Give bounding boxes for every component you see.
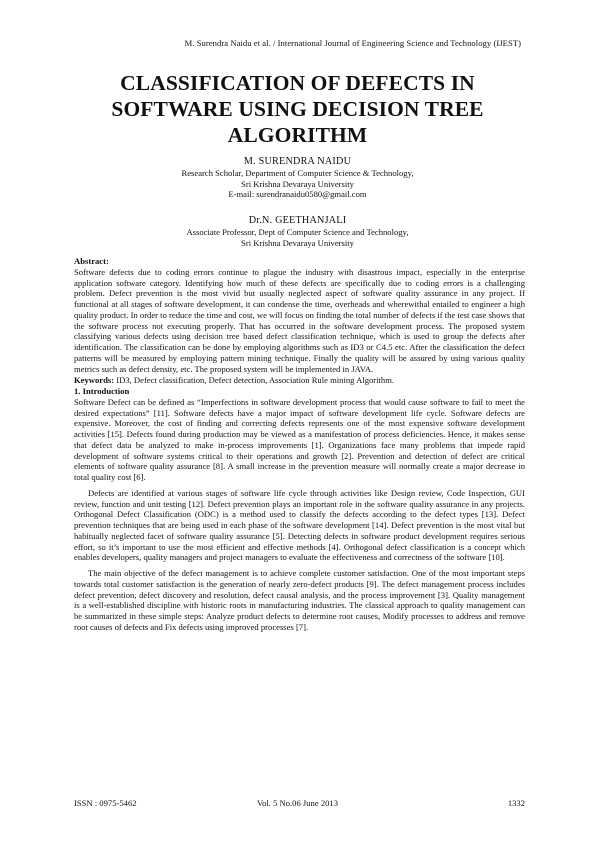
section-heading: 1. Introduction [74,386,130,396]
author-affiliation: Associate Professor, Dept of Computer Science and Technology, [186,227,409,237]
author-university: Sri Krishna Devaraya University [241,237,354,248]
paper-body [74,256,525,633]
page-number: 1332 [507,798,525,808]
author-affiliation: Research Scholar, Department of Computer Science & Technology, [181,168,414,178]
footer-volume: Vol. 5 No.06 June 2013 [257,798,339,808]
author-name: Dr.N. GEETHANJALI [248,215,347,226]
paper-title [0,70,595,148]
keywords [74,375,525,386]
footer-issn: ISSN : 0975-5462 [74,798,137,808]
abstract-text: Software defects due to coding errors continue to plague the industry with disastrous impact, especially in the enterprise application software category. Identifying how much of these defects are specifically due to coding errors is a challenging problem. Defect prevention is the most vivid but usually neglected aspect of software quality assurance in any project. If functional at all stages of software development, it can condense the time, overheads and wherewithal entailed to engineer a high quality product. In order to reduce the time and cost, we will focus on finding the total number of defects if the test case shows that the software process not executing properly. That has occurred in the software development process. The proposed system classifying various defects using decision tree based defect classification technique, which is used to group the defects after identification. The classification can be done by employing algorithms such as ID3 or C4.5 etc. After the classification the defect patterns will be measured by employing pattern mining technique. Finally the quality will be assured by using various quality metrics such as defect density, etc. The proposed system will be implemented in JAVA. [74,266,525,374]
running-head: M. Surendra Naidu et al. / International Journal of Engineering Science and Technology (IJEST) [184,38,521,48]
body-paragraph: The main objective of the defect management is to achieve complete customer satisfaction. One of the most important steps towards total customer satisfaction is the generation of nearly zero-defect products [9]. The defect management process includes defect prevention, defect discovery and resolution, defect causal analysis, and the process improvement [3]. Quality management is a well-established discipline with historic roots in manufacturing industries. The classical approach to quality management can be summarized in these simple steps: Analyze product defects to determine root causes, Modify processes to address and remove root causes of defects and Fix defects using improved processes [7]. [74,568,525,632]
title-line: SOFTWARE USING DECISION TREE [111,97,484,121]
author-university: Sri Krishna Devaraya University [241,178,354,189]
keywords-label: Keywords: [74,375,115,386]
author-name: M. SURENDRA NAIDU [243,156,352,167]
body-paragraph: Software Defect can be defined as “Imperfections in software development process that would cause software to fail to meet the desired expectations” [11]. Software defects have a major impact of software development life cycle. Software defects are expensive. Moreover, the cost of finding and correcting defects represents one of the most expensive software development activities [15]. Defects found during production may be viewed as a manifestation of process deficiencies. Hence, it makes sense that defect data be analyzed to make in-process improvements [1]. Organizations face many problems that impede rapid development of software systems critical to their operations and growth [2]. Prevention and detection of defect are critical elements of software quality assurance [8]. A small increase in the prevention measure will normally create a major decrease in total quality cost [6]. [74,396,525,482]
title-line: ALGORITHM [227,123,368,147]
author-block-1 [0,155,595,200]
author-block-2 [0,214,595,248]
abstract-heading: Abstract: [74,256,109,266]
keywords-text: ID3, Defect classification, Defect detection, Association Rule mining Algorithm. [116,375,395,386]
author-email: E-mail: surendranaidu0580@gmail.com [228,189,367,200]
body-paragraph: Defects are identified at various stages of software life cycle through activities like Design review, Code Inspection, GUI review, function and unit testing [12]. Defect prevention plays an important role in the software quality assurance in any projects. Orthogonal Defect Classification (ODC) is a method used to classify the defects according to the defect types [13]. Defect prevention techniques that are being used in each phase of the software development [14]. Defect prevention is the most vital but habitually neglected facet of software quality assurance [5]. Detecting defects in software product development requires serious effort, so it’s important to use the most efficient and effective methods [4]. Orthogonal defect classification is a concept which enables developers, quality managers and project managers to evaluate the effectiveness and correctness of the software [10]. [74,487,525,563]
title-line: CLASSIFICATION OF DEFECTS IN [120,71,475,95]
